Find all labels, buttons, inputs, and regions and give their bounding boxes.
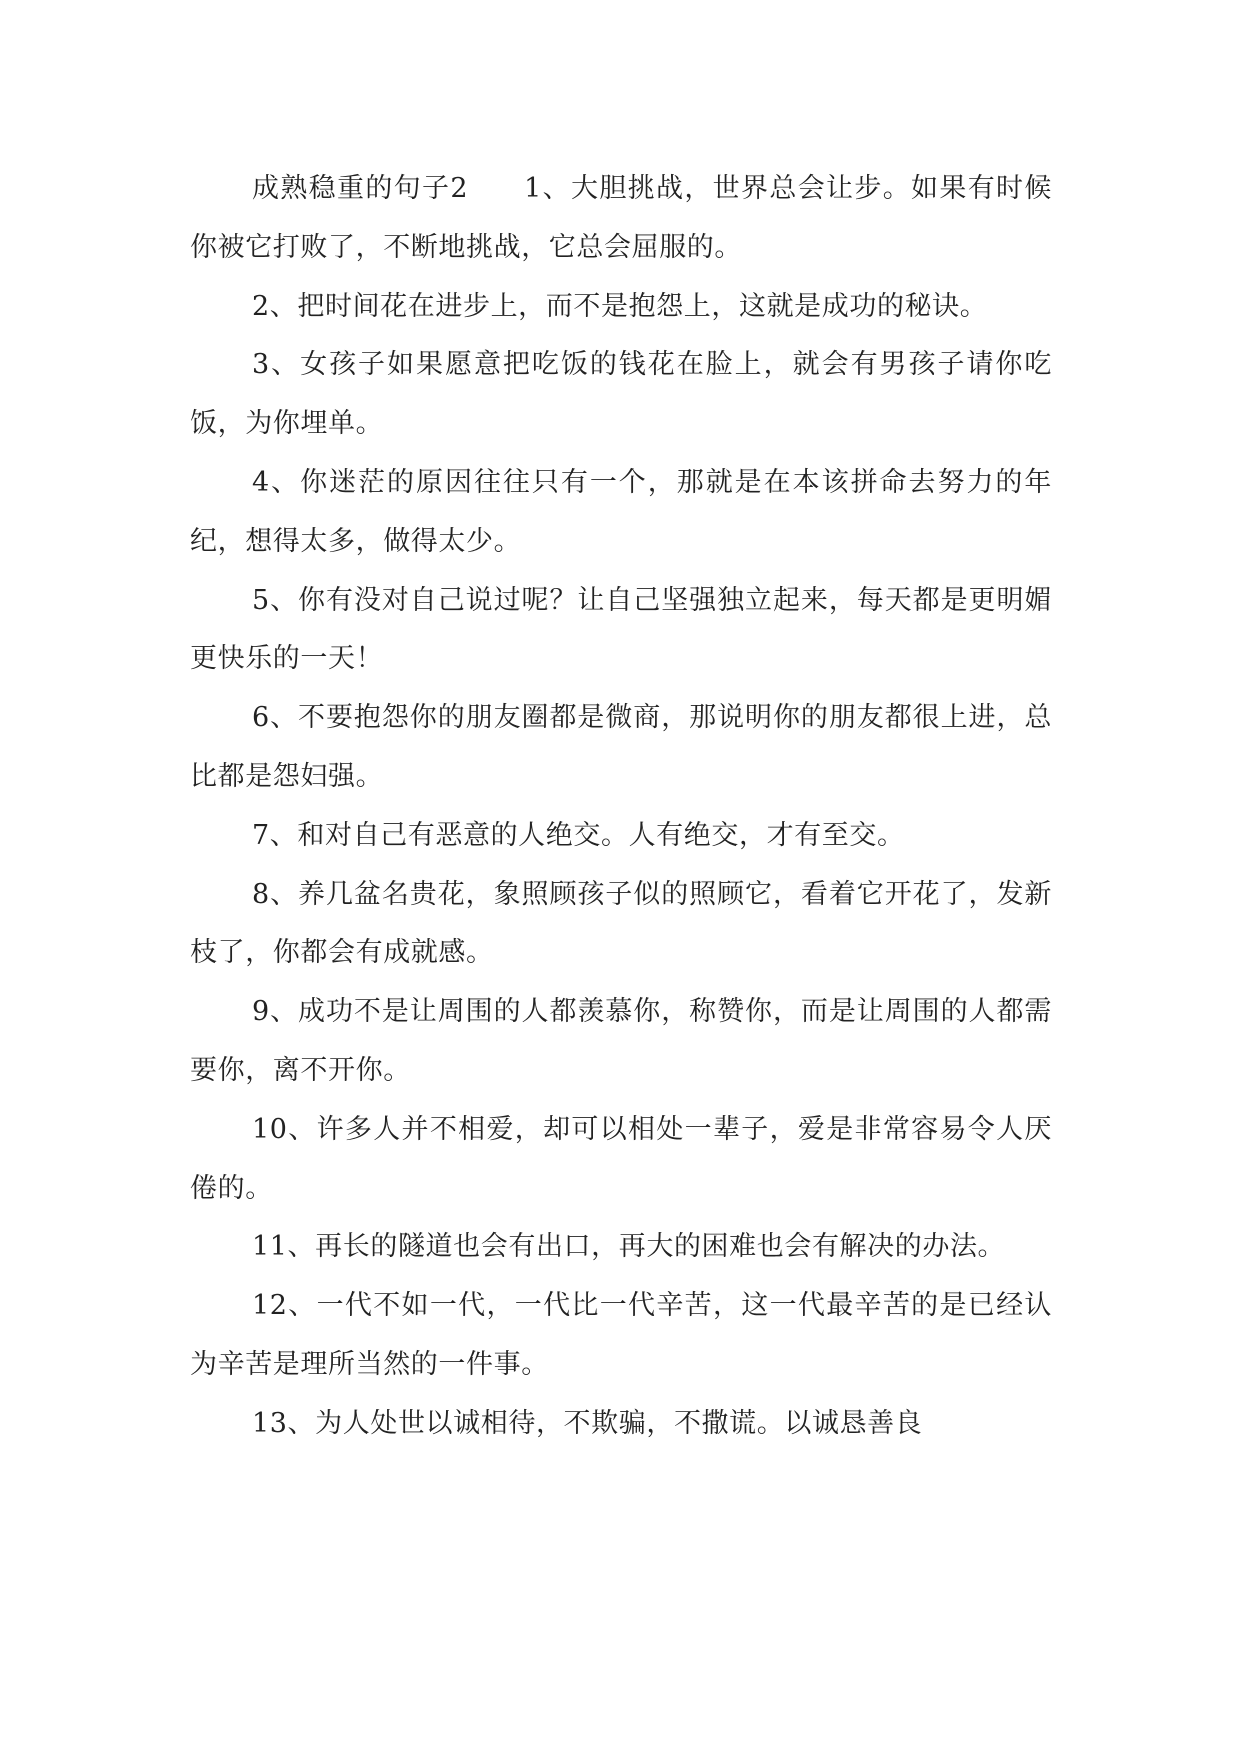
paragraph-3: 3、女孩子如果愿意把吃饭的钱花在脸上，就会有男孩子请你吃饭，为你埋单。 [190,349,1052,440]
paragraph-7: 7、和对自己有恶意的人绝交。人有绝交，才有至交。 [252,819,905,851]
paragraph-11: 11、再长的隧道也会有出口，再大的困难也会有解决的办法。 [252,1231,1006,1263]
paragraph-9: 9、成功不是让周围的人都羡慕你，称赞你，而是让周围的人都需要你，离不开你。 [190,996,1052,1086]
document-body [190,160,1052,1454]
paragraph-12: 12、一代不如一代，一代比一代辛苦，这一代最辛苦的是已经认为辛苦是理所当然的一件事。 [190,1290,1052,1380]
paragraph-5: 5、你有没对自己说过呢？让自己坚强独立起来，每天都是更明媚更快乐的一天！ [190,584,1052,675]
paragraph-6: 6、不要抱怨你的朋友圈都是微商，那说明你的朋友都很上进，总比都是怨妇强。 [190,702,1052,792]
paragraph-4: 4、你迷茫的原因往往只有一个，那就是在本该拼命去努力的年纪，想得太多，做得太少。 [190,466,1052,557]
document-title: 成熟稳重的句子2 [252,173,469,204]
paragraph-1 [190,160,1052,278]
paragraph-13: 13、为人处世以诚相待，不欺骗，不撒谎。以诚恳善良 [252,1407,923,1439]
paragraph-8: 8、养几盆名贵花，象照顾孩子似的照顾它，看着它开花了，发新枝了，你都会有成就感。 [190,878,1052,969]
paragraph-text: 1、大胆挑战，世界总会让步。如果有时候你被它打败了，不断地挑战，它总会屈服的。 [190,173,1052,263]
paragraph-10: 10、许多人并不相爱，却可以相处一辈子，爱是非常容易令人厌倦的。 [190,1113,1052,1204]
paragraph-2: 2、把时间花在进步上，而不是抱怨上，这就是成功的秘诀。 [252,290,988,322]
